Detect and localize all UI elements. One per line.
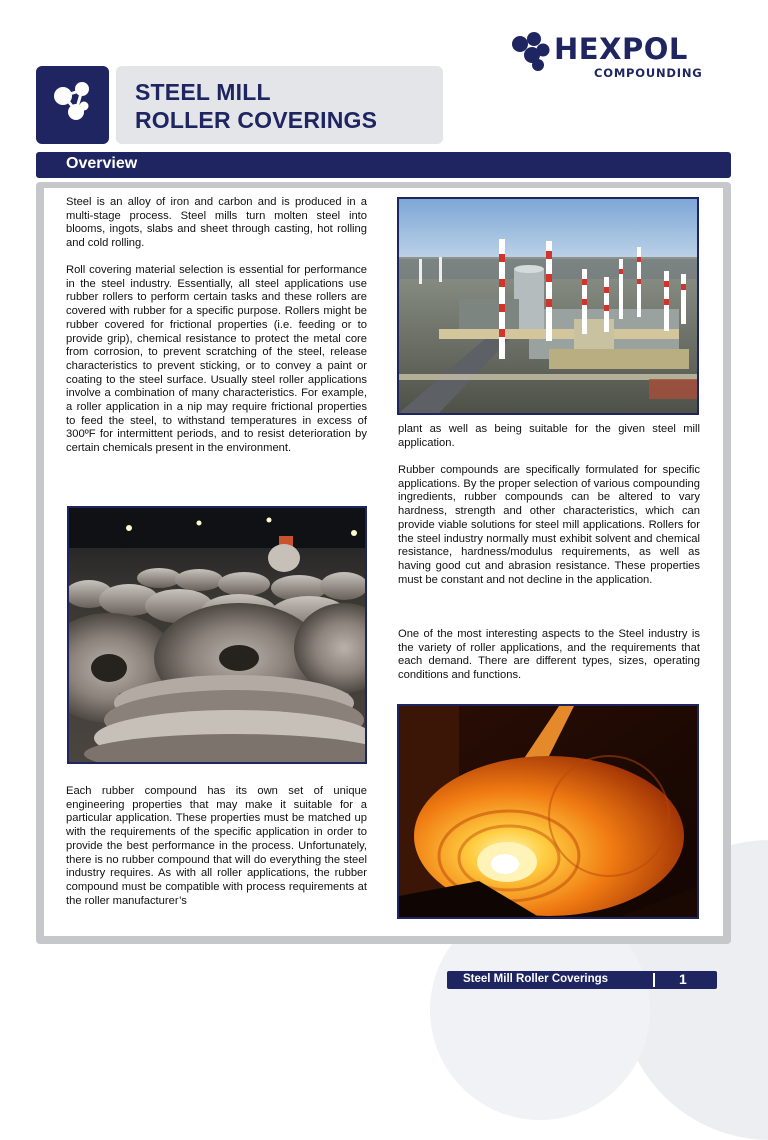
page-title-line-2: ROLLER COVERINGS (135, 107, 378, 133)
paragraph-steel-intro: Steel is an alloy of iron and carbon and is produced in a multi-stage process. Steel mills turn molten steel into blooms, ingots, slabs and sheet through casting, hot rolling and cold rolling. (66, 196, 367, 250)
page-number: 1 (679, 971, 687, 987)
section-header-bar (36, 152, 731, 178)
title-icon-box (36, 66, 109, 144)
title-box (116, 66, 443, 144)
paragraph-plant-suitability: plant as well as being suitable for the given steel mill application. (398, 423, 700, 449)
paragraph-engineering-properties: Each rubber compound has its own set of unique engineering properties that may make it suitable for a particular application. These properties must be matched up with the requirements of the specific application in order to provide the best performance in the process. Unfortunately, there is no rubber compound that will do everything the steel industry requires. As with all roller applications, the rubber compound must be compatible with process requirements at the roller manufacturer’s (66, 785, 367, 907)
steel-plant-photo (397, 197, 699, 415)
molecule-icon (36, 66, 109, 144)
footer-bar (447, 971, 717, 989)
footer-title: Steel Mill Roller Coverings (463, 973, 609, 985)
paragraph-rubber-compounds: Rubber compounds are specifically formulated for specific applications. By the proper selection of various compounding ingredients, rubber compounds can be altered to vary hardness, strength and other characteristics, which can provide viable solutions for steel mill applications. Rollers for the steel industry normally must exhibit solvent and chemical resistance, hardness/modulus requirements, as well as having good cut and abrasion resistance. These properties must be constant and not decline in the application. (398, 464, 700, 586)
hexpol-molecule-icon (510, 30, 554, 74)
steel-coils-photo (67, 506, 367, 764)
brand-tagline: COMPOUNDING (594, 66, 703, 80)
hot-steel-coil-photo (397, 704, 699, 919)
page-title-line-1: STEEL MILL (135, 79, 271, 105)
paragraph-roll-covering: Roll covering material selection is essential for performance in the steel industry. Essentially, all steel applications use rubber rollers to perform certain tasks and these rollers are covered with rubber for a specific purpose. Rollers might be rubber covered for frictional properties (i.e. feeding or to provide grip), chemical resistance to protect the metal core from corrosion, to prevent scratching of the steel, release characteristics to prevent sticking, or to convey a paint or coating to the steel surface. Usually steel roller applications involve a combination of many characteristics. For example, a roller application in a nip may require frictional properties to feed the steel, to withstand temperatures in excess of 300ºF for intermittent periods, and to resist deterioration by certain chemicals present in the environment. (66, 264, 367, 455)
brand-name: HEXPOL (554, 32, 688, 66)
hexpol-logo (510, 30, 735, 82)
paragraph-roller-variety: One of the most interesting aspects to the Steel industry is the variety of roller applications, and the requirements that each demand. There are different types, sizes, operating conditions and functions. (398, 628, 700, 682)
section-heading: Overview (66, 155, 138, 172)
footer-divider (653, 973, 655, 987)
